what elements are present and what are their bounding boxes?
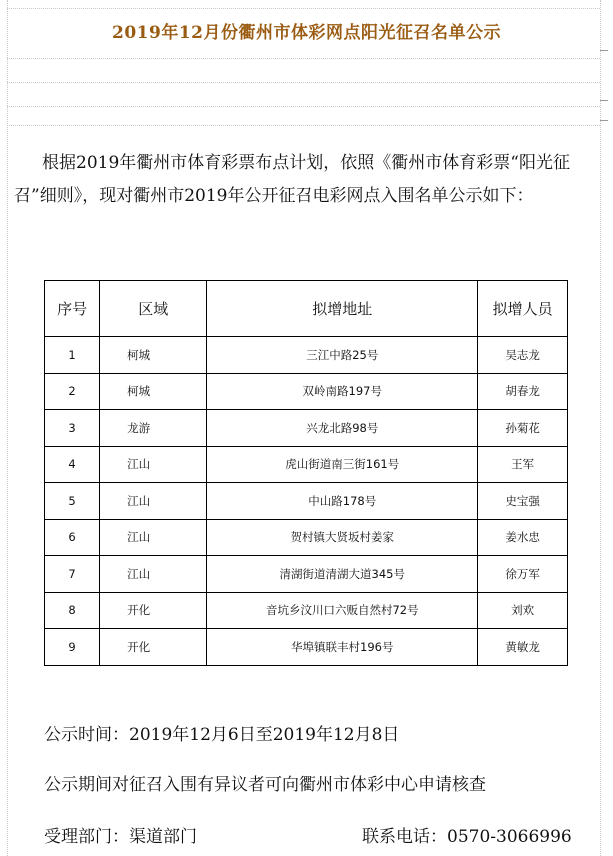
cell-area: 龙游 (100, 410, 207, 447)
handling-department: 受理部门：渠道部门 (44, 827, 197, 847)
cell-address: 音坑乡汶川口六贩自然村72号 (207, 592, 478, 629)
cell-no: 3 (45, 410, 100, 447)
header-address: 拟增地址 (207, 281, 478, 337)
scroll-tick (600, 120, 608, 121)
header-person: 拟增人员 (478, 281, 568, 337)
header-no: 序号 (45, 281, 100, 337)
cell-area: 江山 (100, 483, 207, 520)
cell-person: 姜水忠 (478, 519, 568, 556)
divider (7, 106, 600, 107)
contact-phone: 联系电话：0570-3066996 (362, 827, 572, 847)
cell-person: 王军 (478, 446, 568, 483)
cell-address: 兴龙北路98号 (207, 410, 478, 447)
cell-no: 8 (45, 592, 100, 629)
cell-no: 1 (45, 337, 100, 374)
cell-no: 4 (45, 446, 100, 483)
divider (7, 125, 600, 126)
table-row (45, 629, 568, 666)
cell-address: 中山路178号 (207, 483, 478, 520)
publicity-period: 公示时间：2019年12月6日至2019年12月8日 (44, 725, 400, 745)
cell-no: 9 (45, 629, 100, 666)
candidate-table (44, 280, 568, 666)
cell-person: 刘欢 (478, 592, 568, 629)
objection-notice: 公示期间对征召入围有异议者可向衢州市体彩中心申请核查 (44, 775, 486, 795)
cell-area: 柯城 (100, 373, 207, 410)
table-row (45, 483, 568, 520)
cell-person: 史宝强 (478, 483, 568, 520)
cell-area: 江山 (100, 446, 207, 483)
cell-person: 徐万军 (478, 556, 568, 593)
cell-area: 江山 (100, 556, 207, 593)
cell-person: 胡春龙 (478, 373, 568, 410)
table-row (45, 556, 568, 593)
divider (7, 8, 600, 9)
page-frame-right (600, 0, 601, 856)
cell-address: 华埠镇联丰村196号 (207, 629, 478, 666)
cell-person: 孙菊花 (478, 410, 568, 447)
cell-no: 7 (45, 556, 100, 593)
cell-area: 开化 (100, 629, 207, 666)
cell-address: 贺村镇大贤坂村姜家 (207, 519, 478, 556)
table-row (45, 446, 568, 483)
cell-address: 双岭南路197号 (207, 373, 478, 410)
scroll-tick (600, 100, 608, 101)
page-frame-left (7, 0, 8, 856)
table-header-row (45, 281, 568, 337)
page-title: 2019年12月份衢州市体彩网点阳光征召名单公示 (112, 23, 501, 43)
cell-address: 虎山街道南三街161号 (207, 446, 478, 483)
table-row (45, 373, 568, 410)
table-row (45, 410, 568, 447)
table-row (45, 519, 568, 556)
cell-no: 6 (45, 519, 100, 556)
cell-address: 清湖街道清湖大道345号 (207, 556, 478, 593)
table-row (45, 337, 568, 374)
cell-area: 开化 (100, 592, 207, 629)
header-area: 区域 (100, 281, 207, 337)
cell-person: 黄敏龙 (478, 629, 568, 666)
cell-no: 5 (45, 483, 100, 520)
divider (7, 58, 600, 59)
divider (7, 82, 600, 83)
scroll-tick (600, 50, 608, 51)
cell-area: 江山 (100, 519, 207, 556)
cell-person: 吴志龙 (478, 337, 568, 374)
cell-address: 三江中路25号 (207, 337, 478, 374)
cell-no: 2 (45, 373, 100, 410)
intro-paragraph: 根据2019年衢州市体育彩票布点计划，依照《衢州市体育彩票“阳光征召”细则》，现对衢州市2019年公开征召电彩网点入围名单公示如下： (14, 153, 570, 206)
cell-area: 柯城 (100, 337, 207, 374)
table-row (45, 592, 568, 629)
